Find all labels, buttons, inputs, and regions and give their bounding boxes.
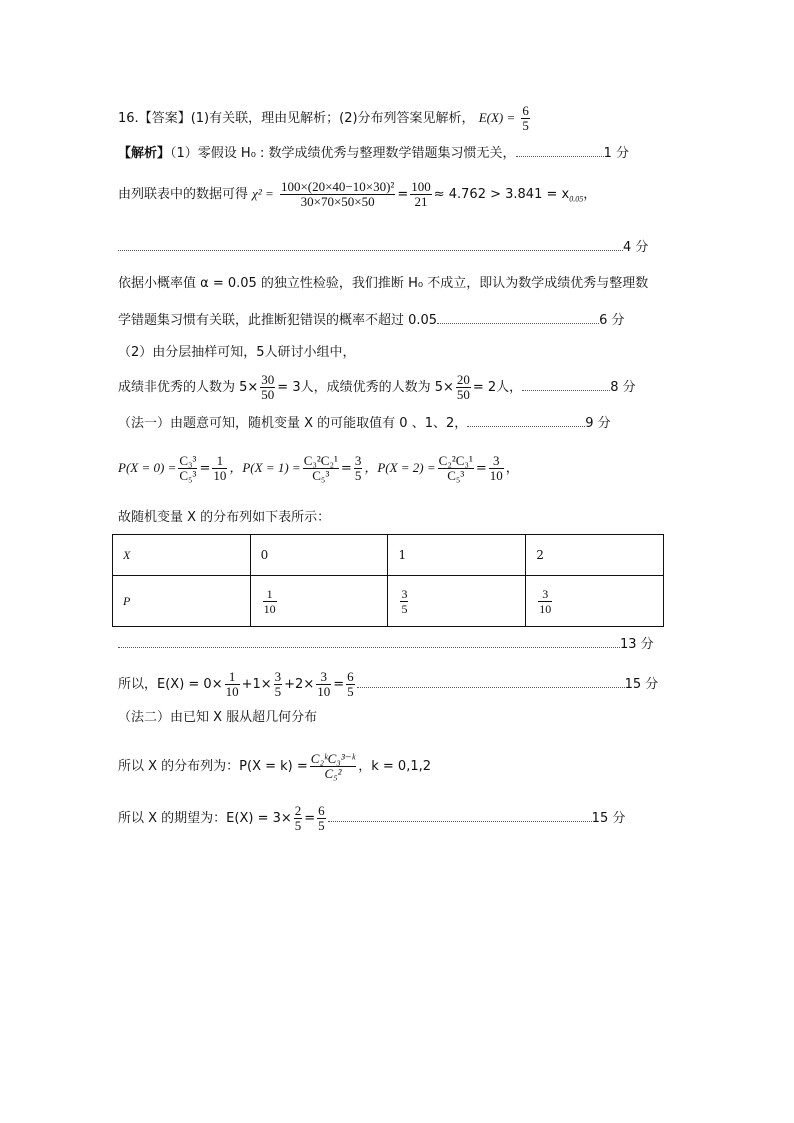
expectation-label: E(X) =: [478, 110, 516, 125]
answer-line: [118, 104, 532, 133]
answer-summary: (1)有关联，理由见解析；(2)分布列答案见解析，: [190, 111, 475, 126]
fraction: $\frac{100}{21}$: [411, 179, 431, 209]
table-caption: 故随机变量 X 的分布列如下表所示：: [118, 510, 331, 525]
score: 15 分: [591, 811, 626, 826]
null-hypothesis: （1）零假设 H₀ : 数学成绩优秀与整理数学错题集习惯无关，: [170, 146, 516, 161]
table-cell: $\frac{3}{5}$: [388, 576, 526, 627]
chi-square-result: ≈ 4.762 > 3.841 = x: [433, 187, 570, 202]
chi-square-symbol: χ² =: [252, 186, 274, 201]
distribution-table: [112, 534, 664, 627]
expectation-line: 所以，E(X) = 0× $\frac{1}{10}$ +1× $\frac{3}{5}$ +2× $\frac{3}{10}$ = $\frac{6}{5}$ 15 分: [118, 669, 659, 699]
conclusion-line-2: 学错题集习惯有关联，此推断犯错误的概率不超过 0.05 6 分: [118, 313, 625, 328]
analysis-tag: 【解析】: [118, 146, 171, 161]
chi-square-line: 由列联表中的数据可得 χ² = $\frac{\text{100×(20×40−10×30)²}}{30\times 70\times 50\times 50}$ = $\frac{100}{21}$ ≈ $4.762 > 3.841 = x_{0.05}$，: [118, 179, 597, 209]
table-cell: 0: [250, 535, 388, 576]
table-cell: P: [113, 576, 251, 627]
table-cell: X: [113, 535, 251, 576]
table-row: [113, 576, 664, 627]
table-cell: 2: [526, 535, 664, 576]
score: 6 分: [599, 313, 625, 328]
score: 8 分: [610, 380, 636, 395]
analysis-line: [118, 146, 629, 162]
score: 9 分: [585, 416, 611, 431]
table-cell: 1: [388, 535, 526, 576]
conclusion-line-1: 依据小概率值 α = 0.05 的独立性检验，我们推断 H₀ 不成立，即认为数学成绩优秀与整理数: [118, 276, 649, 291]
fraction: $\frac{6}{5}$: [522, 103, 529, 133]
part2-intro: （2）由分层抽样可知，5人研讨小组中，: [118, 345, 356, 360]
chi-square-fraction: $\frac{\text{100×(20×40−10×30)²}}{30\times 70\times 50\times 50}$: [280, 179, 395, 209]
question-number: 16.: [118, 111, 139, 126]
table-row: [113, 535, 664, 576]
score: 4 分: [623, 240, 649, 255]
hypergeometric-line: 所以 X 的分布列为：P(X = k) = $\frac{\text{C₂ᵏC₃³⁻ᵏ}}{\text{C₅²}}$ ，k = 0,1,2: [118, 751, 431, 781]
probabilities-line: P(X = 0) = $\frac{\text{C₃³}}{\text{C₅³}}$ = $\frac{1}{10}$ ，P(X = 1) = $\frac{\text{C₃²C₂¹}}{\text{C₅³}}$ = $\frac{3}{5}$ ，P(X = 2) = $\frac{\text{C₂²C₃¹}}{\text{C₅³}}$ = $\frac{3}{10}$ ，: [118, 453, 519, 483]
expectation2-line: 所以 X 的期望为：E(X) = 3× $\frac{2}{5}$ = $\frac{6}{5}$ 15 分: [118, 803, 626, 833]
method1-line: （法一）由题意可知，随机变量 X 的可能取值有 0 、1、2， 9 分: [118, 416, 611, 431]
table-cell: $\frac{3}{10}$: [526, 576, 664, 627]
method2-line: （法二）由已知 X 服从超几何分布: [118, 710, 318, 725]
score-line: [118, 240, 648, 256]
table-cell: $\frac{1}{10}$: [250, 576, 388, 627]
score: 13 分: [620, 637, 654, 652]
score: 15 分: [624, 677, 659, 692]
score-line: [118, 637, 654, 653]
sampling-line: 成绩非优秀的人数为 5× $\frac{30}{50}$ = 3人，成绩优秀的人数为 5× $\frac{20}{50}$ = 2人， 8 分: [118, 372, 636, 402]
answer-tag: 【答案】: [138, 111, 191, 126]
score: 1 分: [603, 146, 629, 161]
lead-text: 由列联表中的数据可得: [118, 187, 249, 202]
